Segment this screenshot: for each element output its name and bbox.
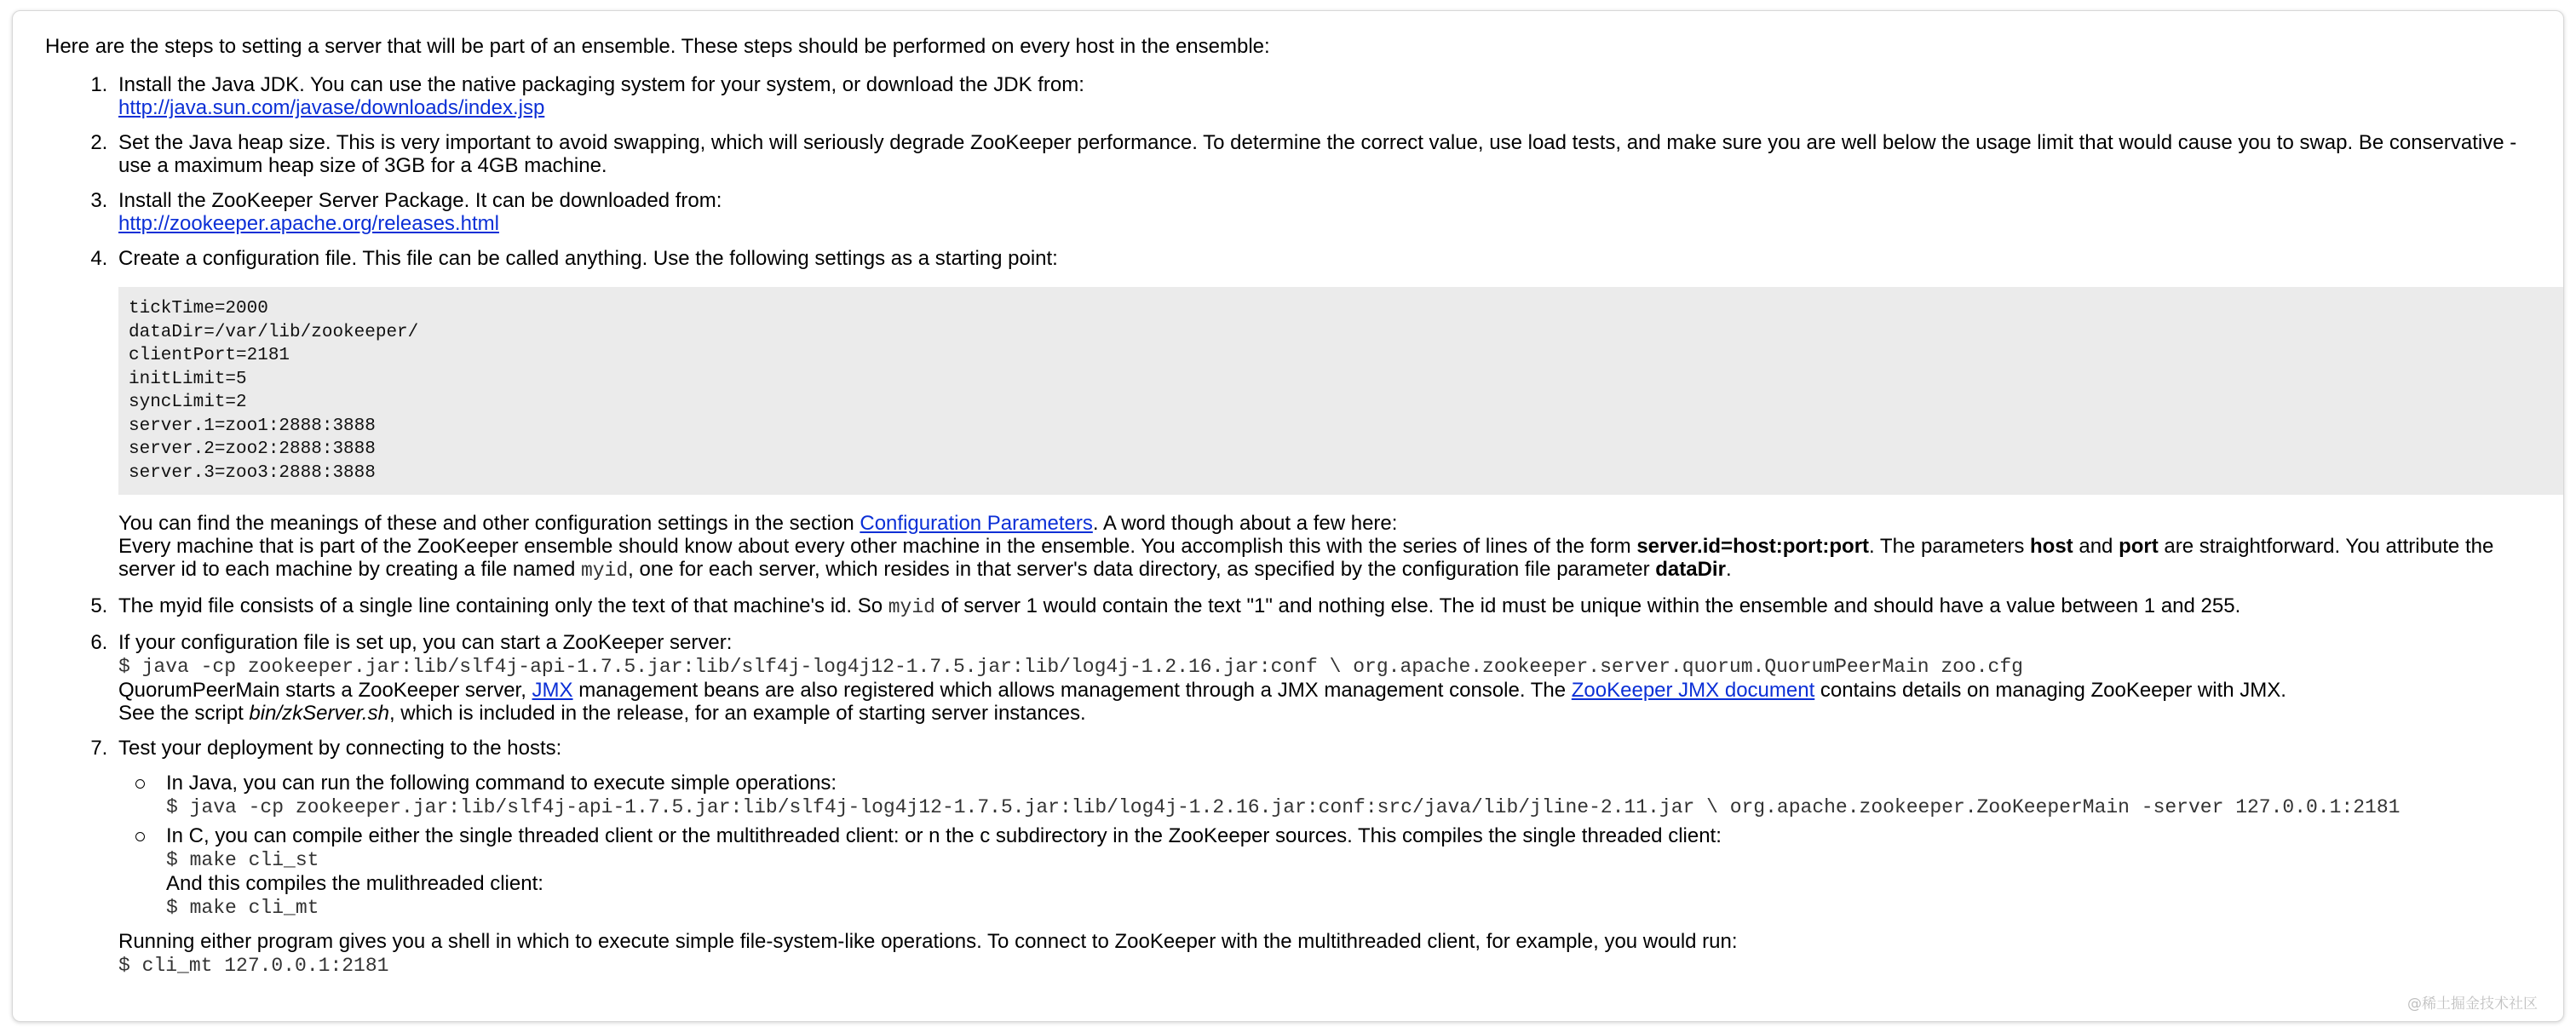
step-6	[113, 631, 2550, 725]
start-server-command: $ java -cp zookeeper.jar:lib/slf4j-api-1.7.5.jar:lib/slf4j-log4j12-1.7.5.jar:lib/log4j-1.2.16.jar:conf \ org.apache.zookeeper.server.quorum.QuorumPeerMain zoo.cfg	[118, 656, 2023, 678]
step-6-text-3: management beans are also registered which allows management through a JMX management console. The	[572, 679, 1572, 702]
datadir-param: dataDir	[1655, 558, 1726, 581]
make-cli-st-command: $ make cli_st	[166, 849, 319, 871]
config-note-text-2: . A word though about a few here:	[1092, 512, 1398, 535]
step-5-text-2: of server 1 would contain the text "1" and nothing else. The id must be unique within the ensemble and should have a value between 1 and 255.	[934, 594, 2241, 617]
c-client-item	[166, 824, 2550, 920]
server-id-format: server.id=host:port:port	[1636, 535, 1870, 558]
config-note-text-7: , one for each server, which resides in that server's data directory, as specified by the configuration file parameter	[628, 558, 1656, 581]
zookeeper-jmx-document-link[interactable]: ZooKeeper JMX document	[1571, 679, 1815, 702]
step-5-text: The myid file consists of a single line containing only the text of that machine's id. So	[118, 594, 888, 617]
zkserver-script: bin/zkServer.sh	[249, 702, 389, 725]
step-2-text: Set the Java heap size. This is very important to avoid swapping, which will seriously degrade ZooKeeper performance. To determine the correct value, use load tests, and make sure you are well below the usage limit that would cause you to swap. Be conservative - use a maximum heap size of 3GB for a 4GB machine.	[118, 131, 2517, 177]
intro-text: Here are the steps to setting a server that will be part of an ensemble. These steps should be performed on every host in the ensemble:	[45, 35, 1270, 58]
step-3-text: Install the ZooKeeper Server Package. It can be downloaded from:	[118, 189, 722, 212]
step-2	[113, 131, 2550, 177]
myid-code-2: myid	[888, 596, 935, 618]
step-5	[113, 594, 2550, 619]
watermark: @稀土掘金技术社区	[2407, 996, 2538, 1013]
host-param: host	[2030, 535, 2073, 558]
run-client-text: Running either program gives you a shell in which to execute simple file-system-like operations. To connect to ZooKeeper with the multithreaded client, for example, you would run:	[118, 930, 1738, 953]
step-7-text: Test your deployment by connecting to the hosts:	[118, 737, 562, 760]
step-6-text-5: See the script	[118, 702, 250, 725]
config-code-block: tickTime=2000 dataDir=/var/lib/zookeeper/ clientPort=2181 initLimit=5 syncLimit=2 server.1=zoo1:2888:3888 server.2=zoo2:2888:3888 server.3=zoo3:2888:3888	[118, 287, 2564, 495]
step-4-text: Create a configuration file. This file can be called anything. Use the following settings as a starting point:	[118, 247, 1058, 270]
jmx-link[interactable]: JMX	[532, 679, 573, 702]
document-content	[45, 35, 2550, 990]
step-7	[113, 737, 2550, 978]
config-note-text-3: Every machine that is part of the ZooKeeper ensemble should know about every other machine in the ensemble. You accomplish this with the series of lines of the form	[118, 535, 1637, 558]
java-client-item	[166, 772, 2550, 819]
jdk-download-link[interactable]: http://java.sun.com/javase/downloads/index.jsp	[118, 96, 545, 119]
step-6-text-4: contains details on managing ZooKeeper with JMX.	[1814, 679, 2286, 702]
c-client-text-2: And this compiles the mulithreaded client:	[166, 872, 543, 895]
config-note-text-4: . The parameters	[1869, 535, 2031, 558]
step-6-text-2: QuorumPeerMain starts a ZooKeeper server,	[118, 679, 532, 702]
java-client-text: In Java, you can run the following command to execute simple operations:	[166, 772, 837, 795]
config-note-text: You can find the meanings of these and other configuration settings in the section	[118, 512, 860, 535]
config-note	[118, 512, 2550, 582]
run-cli-mt-command: $ cli_mt 127.0.0.1:2181	[118, 955, 389, 977]
document-frame	[12, 10, 2564, 1022]
step-1	[113, 73, 2550, 119]
make-cli-mt-command: $ make cli_mt	[166, 897, 319, 919]
config-note-text-5: and	[2073, 535, 2119, 558]
config-note-text-6: are straightforward. You attribute the server id to each machine by creating a file named	[118, 535, 2494, 581]
myid-code: myid	[580, 560, 629, 582]
configuration-parameters-link[interactable]: Configuration Parameters	[860, 512, 1093, 535]
port-param: port	[2119, 535, 2159, 558]
client-options-list	[118, 772, 2550, 920]
zookeeper-releases-link[interactable]: http://zookeeper.apache.org/releases.html	[118, 212, 499, 235]
c-client-text: In C, you can compile either the single threaded client or the multithreaded client: or n the c subdirectory in the ZooKeeper sources. This compiles the single threaded client:	[166, 824, 1722, 847]
step-1-text: Install the Java JDK. You can use the native packaging system for your system, or download the JDK from:	[118, 73, 1084, 96]
config-note-text-8: .	[1725, 558, 1732, 581]
java-client-command: $ java -cp zookeeper.jar:lib/slf4j-api-1.7.5.jar:lib/slf4j-log4j12-1.7.5.jar:lib/log4j-1.2.16.jar:conf:src/java/lib/jline-2.11.jar \ org.apache.zookeeper.ZooKeeperMain -server 127.0.0.1:2181	[166, 796, 2401, 818]
step-6-text-6: , which is included in the release, for an example of starting server instances.	[388, 702, 1086, 725]
step-4	[113, 247, 2550, 582]
step-6-text: If your configuration file is set up, you can start a ZooKeeper server:	[118, 631, 733, 654]
steps-list	[45, 73, 2550, 978]
step-3	[113, 189, 2550, 235]
